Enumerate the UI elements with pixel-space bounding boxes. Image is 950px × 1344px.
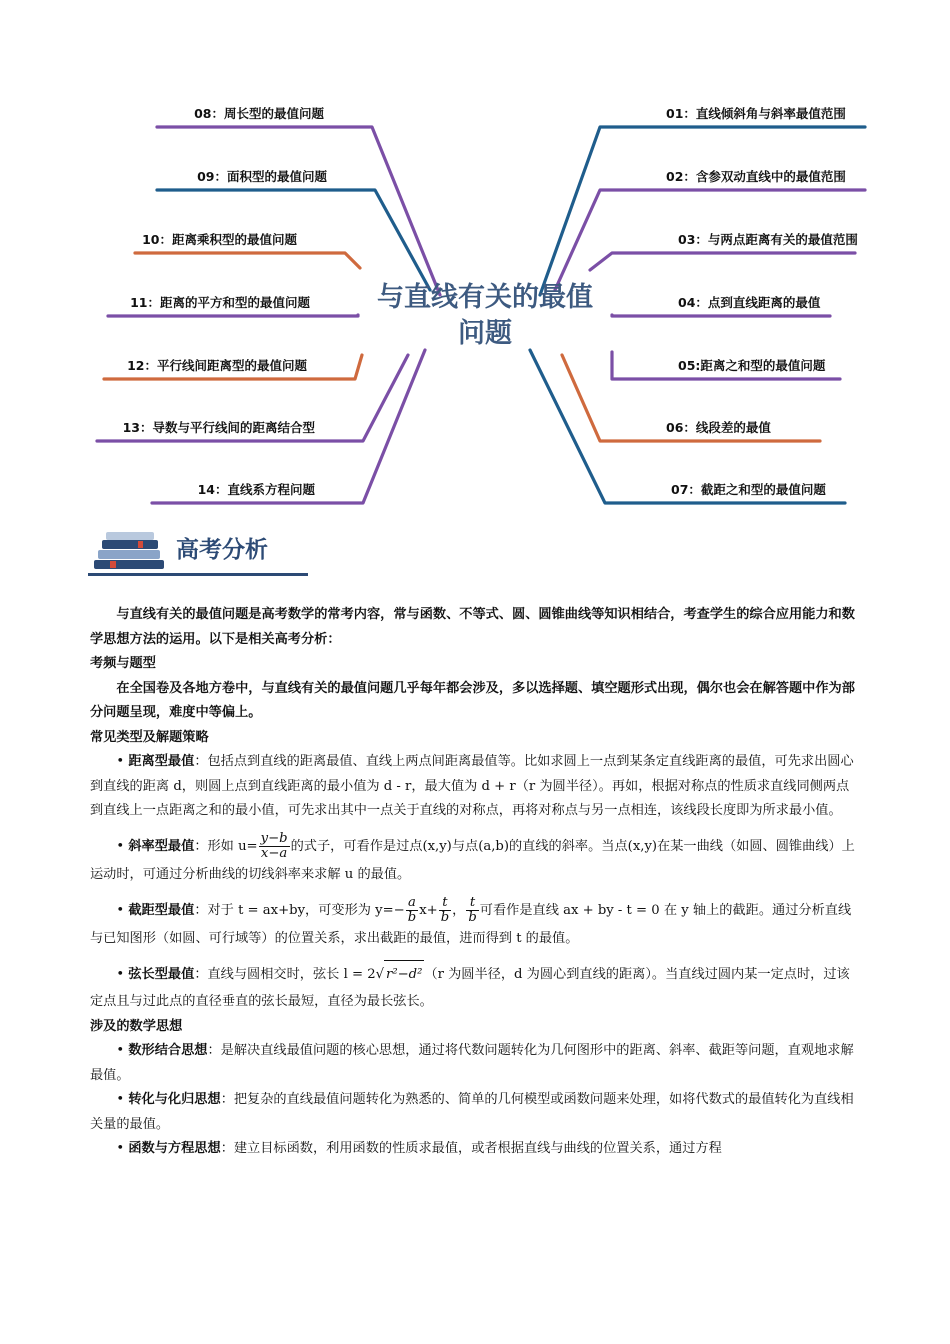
bullet-slope-pre: ：形如 u= [194, 838, 258, 854]
thought-2-text: ：把复杂的直线最值问题转化为熟悉的、简单的几何模型或函数问题来处理，如将代数式的最值转化为直线相关量的最值。 [90, 1092, 854, 1132]
slope-fraction-num: y−b [260, 830, 288, 846]
bullet-intercept-sep: ， [452, 902, 466, 918]
bullet-chord-pre: ：直线与圆相交时，弦长 l = 2 [194, 966, 376, 982]
mind-map [0, 0, 950, 520]
mind-map-node-right-1: 01：直线倾斜角与斜率最值范围 [666, 106, 846, 121]
section-header [88, 530, 318, 580]
mind-map-node-right-4: 04：点到直线距离的最值 [678, 295, 821, 310]
mind-map-node-right-5: 05:距离之和型的最值问题 [678, 358, 826, 373]
thought-2-title: 转化与化归思想 [128, 1092, 221, 1107]
section-title: 高考分析 [176, 537, 268, 563]
intercept-fraction-t2 [466, 896, 478, 925]
bullet-distance-title: 距离型最值 [128, 754, 195, 769]
slope-fraction [259, 832, 290, 861]
mind-map-node-right-6: 06：线段差的最值 [666, 420, 771, 435]
intercept-fraction-t2-den: b [468, 909, 477, 925]
mind-map-node-left-5: 12：平行线间距离型的最值问题 [127, 358, 307, 373]
intercept-fraction-t-num: t [439, 896, 451, 911]
frequency-paragraph: 在全国卷及各地方卷中，与直线有关的最值问题几乎每年都会涉及，多以选择题、填空题形式出现，偶尔也会在解答题中作为部分问题呈现，难度中等偏上。 [90, 680, 855, 720]
mind-map-branch-left-4 [108, 315, 358, 316]
thought-3-text: ：建立目标函数，利用函数的性质求最值，或者根据直线与曲线的位置关系，通过方程 [220, 1141, 722, 1156]
thought-1-text: ：是解决直线最值问题的核心思想，通过将代数问题转化为几何图形中的距离、斜率、截距等问题，直观地求解最值。 [90, 1043, 854, 1083]
intercept-fraction-a-num: a [406, 896, 418, 911]
mind-map-branch-left-1 [157, 127, 440, 295]
intercept-fraction-t-den: b [440, 909, 450, 925]
mind-map-branch-right-4 [612, 315, 830, 316]
intercept-fraction-t2-num: t [466, 896, 478, 911]
bullet-chord-title: 弦长型最值 [128, 966, 195, 982]
heading-thoughts: 涉及的数学思想 [90, 1018, 183, 1034]
bullet-intercept-title: 截距型最值 [128, 902, 195, 918]
mind-map-node-left-1: 08：周长型的最值问题 [194, 106, 324, 121]
mind-map-node-left-6: 13：导数与平行线间的距离结合型 [122, 420, 315, 435]
heading-frequency: 考频与题型 [90, 656, 156, 671]
mind-map-center-title: 与直线有关的最值问题 [377, 282, 593, 349]
mind-map-node-right-2: 02：含参双动直线中的最值范围 [666, 169, 846, 184]
mind-map-branch-left-3 [135, 253, 360, 268]
mind-map-node-right-7: 07：截距之和型的最值问题 [671, 482, 826, 497]
bullet-chord: • 弦长型最值：直线与圆相交时，弦长 l = 2√ r²−d² （r 为圆半径，d 为圆心到直线的距离）。当直线过圆内某一定点时，过该定点且与过此点的直径垂直的弦长最短，直径为最长弦长。 [90, 960, 862, 1015]
section-divider [88, 573, 308, 576]
slope-fraction-den: x−a [260, 845, 288, 861]
bullet-thought-1: • 数形结合思想：是解决直线最值问题的核心思想，通过将代数问题转化为几何图形中的距离、斜率、截距等问题，直观地求解最值。 [90, 1043, 854, 1083]
bullet-intercept: • 截距型最值：对于 t = ax+by，可变形为 y=− $\frac{a}{b}$ x+ $\frac{t}{b}$ ， $\frac{t}{b}$ 可看作是直线 ax + by - t = 0 在 y 轴上的截距。通过分析直线与已知图形（如圆、可行域等）的位置关系，求出截距的最值，进而得到 t 的最值。 [90, 894, 852, 946]
mind-map-node-left-4: 11：距离的平方和型的最值问题 [130, 295, 310, 310]
sqrt-sign-icon: √ [375, 966, 385, 982]
bullet-chord-post: （r 为圆半径，d 为圆心到直线的距离）。当直线过圆内某一定点时，过该定点且与过此点的直径垂直的弦长最短，直径为最长弦长。 [90, 966, 850, 1009]
bullet-thought-3: • 函数与方程思想：建立目标函数，利用函数的性质求最值，或者根据直线与曲线的位置关系，通过方程 [116, 1141, 722, 1156]
bullet-intercept-post: 可看作是直线 ax + by - t = 0 在 y 轴上的截距。通过分析直线与已知图形（如圆、可行域等）的位置关系，求出截距的最值，进而得到 t 的最值。 [90, 902, 852, 946]
heading-types: 常见类型及解题策略 [90, 729, 209, 745]
bullet-distance-text: ：包括点到直线的距离最值、直线上两点间距离最值等。比如求圆上一点到某条定直线距离的最值，可先求出圆心到直线的距离 d，则圆上点到直线距离的最小值为 d - r，最大值为 d + r（r 为圆半径）。再如，根据对称点的性质求直线同侧两点到直线上一点距离之和的最小值，可先求出其中一点关于直线的对称点，再将对称点与另一点相连，该线段长度即为所求最小值。 [90, 754, 854, 818]
bullet-distance: • 距离型最值：包括点到直线的距离最值、直线上两点间距离最值等。比如求圆上一点到某条定直线距离的最值，可先求出圆心到直线的距离 d，则圆上点到直线距离的最小值为 d - r，最大值为 d + r（r 为圆半径）。再如，根据对称点的性质求直线同侧两点到直线上一点距离之和的最小值，可先求出其中一点关于直线的对称点，再将对称点与另一点相连，该线段长度即为所求最小值。 [90, 754, 854, 818]
bullet-slope: • 斜率型最值：形如 u= $\frac{y-b}{x-a}$ 的式子，可看作是过点(x,y)与点(a,b)的直线的斜率。当点(x,y)在某一曲线（如圆、圆锥曲线）上运动时，可通过分析曲线的切线斜率来求解 u 的最值。 [90, 830, 855, 882]
thought-3-title: 函数与方程思想 [128, 1141, 221, 1156]
mind-map-node-right-3: 03：与两点距离有关的最值范围 [678, 232, 858, 247]
chord-sqrt: r²−d² [384, 960, 424, 988]
mind-map-node-left-7: 14：直线系方程问题 [197, 482, 315, 497]
intro-paragraph: 与直线有关的最值问题是高考数学的常考内容，常与函数、不等式、圆、圆锥曲线等知识相结合，考查学生的综合应用能力和数学思想方法的运用。以下是相关高考分析： [90, 607, 855, 647]
analysis-content [90, 603, 862, 1162]
bullet-slope-post: 的式子，可看作是过点(x,y)与点(a,b)的直线的斜率。当点(x,y)在某一曲线（如圆、圆锥曲线）上运动时，可通过分析曲线的切线斜率来求解 u 的最值。 [90, 838, 855, 882]
thought-1-title: 数形结合思想 [128, 1043, 208, 1058]
intercept-fraction-a [406, 896, 418, 925]
mind-map-node-left-3: 10：距离乘积型的最值问题 [142, 232, 297, 247]
intercept-fraction-a-den: b [407, 909, 417, 925]
bullet-thought-2: • 转化与化归思想：把复杂的直线最值问题转化为熟悉的、简单的几何模型或函数问题来处理，如将代数式的最值转化为直线相关量的最值。 [90, 1092, 854, 1132]
intercept-fraction-t [439, 896, 451, 925]
books-icon [88, 530, 172, 574]
mind-map-node-left-2: 09：面积型的最值问题 [197, 169, 327, 184]
bullet-intercept-mid: x+ [419, 902, 438, 918]
mind-map-branch-right-3 [590, 253, 855, 270]
bullet-intercept-pre: ：对于 t = ax+by，可变形为 y=− [194, 902, 405, 918]
bullet-slope-title: 斜率型最值 [128, 838, 195, 854]
